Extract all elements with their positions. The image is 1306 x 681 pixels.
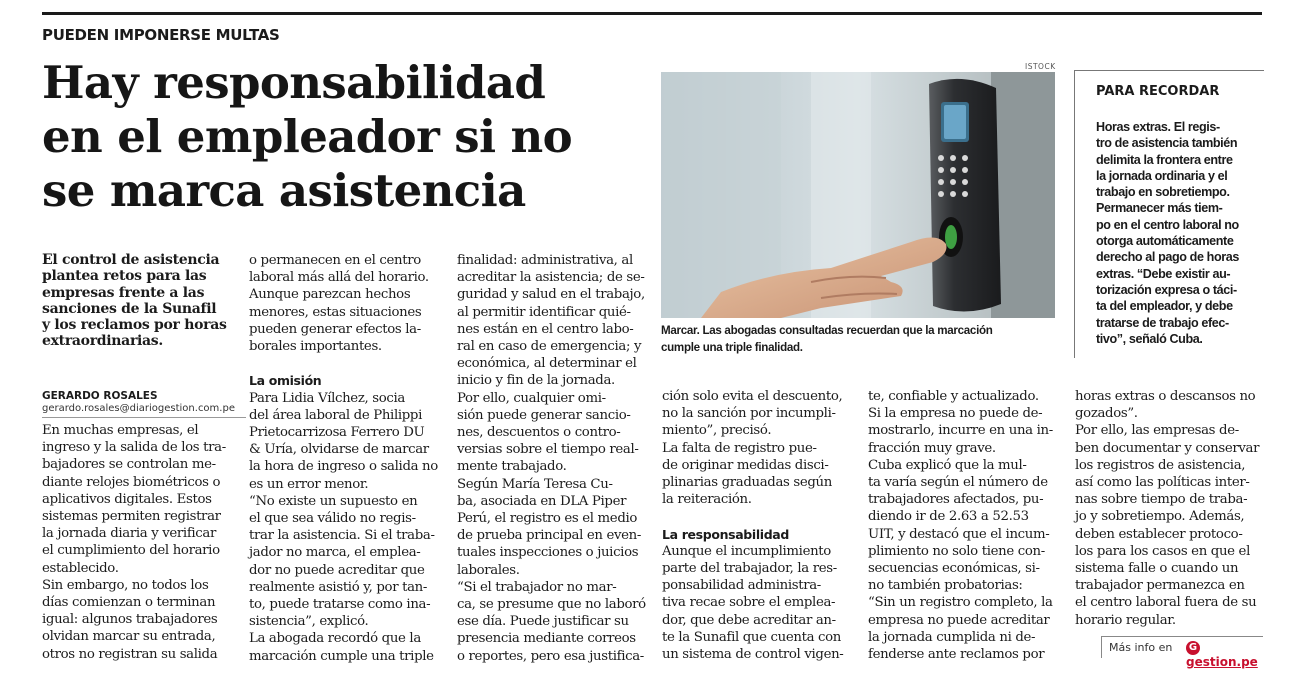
- text-line: Aunque el incumplimiento: [662, 543, 831, 559]
- text-line: Sin embargo, no todos los: [42, 577, 209, 593]
- text-line: miento”, precisó.: [662, 423, 772, 439]
- text-line: tro de asistencia también: [1096, 136, 1238, 151]
- text-line: la jornada diaria y verificar: [42, 526, 216, 542]
- text-line: Aunque parezcan hechos: [249, 287, 411, 303]
- text-line: tiva recae sobre el emplea-: [662, 595, 836, 611]
- text-line: La falta de registro pue-: [662, 440, 817, 456]
- text-line: igual: algunos trabajadores: [42, 612, 218, 628]
- photo-caption: [661, 322, 1061, 356]
- kicker: PUEDEN IMPONERSE MULTAS: [42, 26, 280, 44]
- photo-illustration: [661, 72, 1055, 318]
- text-line: empresas frente a las: [42, 284, 205, 301]
- text-line: presencia mediante correos: [457, 631, 636, 647]
- text-line: Por ello, las empresas de-: [1075, 423, 1239, 439]
- text-line: nes, descuentos o contro-: [457, 425, 621, 441]
- text-line: aplicativos digitales. Estos: [42, 491, 212, 507]
- text-line: ingreso y la salida de los tra-: [42, 440, 226, 456]
- text-line: La abogada recordó que la: [249, 631, 421, 647]
- sidebar-body: [1096, 119, 1256, 347]
- text-line: & Uría, olvidarse de marcar: [249, 442, 429, 458]
- caption-lead: Marcar.: [661, 324, 700, 337]
- text-line: mente trabajado.: [457, 459, 567, 475]
- text-line: Perú, el registro es el medio: [457, 511, 638, 527]
- text-line: ral en caso de emergencia; y: [457, 339, 642, 355]
- gestion-logo[interactable]: [1186, 639, 1263, 669]
- text-line: sistencia”, explicó.: [249, 614, 369, 630]
- text-line: la jornada cumplida ni de-: [868, 629, 1036, 645]
- section-subhead: La omisión: [249, 373, 322, 389]
- text-line: finalidad: administrativa, al: [457, 253, 633, 268]
- text-line: ben documentar y conservar: [1075, 440, 1260, 456]
- headline: [42, 56, 642, 218]
- text-line: [662, 508, 843, 525]
- text-line: tratarse de trabajo efec-: [1096, 315, 1229, 330]
- headline-line: en el empleador si no: [42, 110, 573, 163]
- text-line: empresa no puede acreditar: [868, 612, 1050, 628]
- text-line: plinarias graduadas según: [662, 475, 832, 491]
- text-line: to, puede tratarse como ina-: [249, 597, 431, 613]
- text-line: marcación cumple una triple: [249, 648, 434, 664]
- text-line: El control de asistencia: [42, 252, 220, 268]
- text-line: la reiteración.: [662, 492, 752, 508]
- headline-line: Hay responsabilidad: [42, 56, 546, 109]
- text-line: fenderse ante reclamos por: [868, 647, 1045, 663]
- text-line: los para los casos en que el: [1075, 543, 1250, 559]
- text-line: otros no registran su salida: [42, 646, 218, 662]
- text-line: trabajo en sobretiempo.: [1096, 185, 1230, 200]
- text-line: “Si el trabajador no mar-: [457, 579, 617, 595]
- text-line: trabajadores afectados, pu-: [868, 492, 1044, 508]
- text-line: diante relojes biométricos o: [42, 474, 221, 490]
- text-line: trabajador permanezca en: [1075, 578, 1245, 594]
- text-line: Prietocarrizosa Ferrero DU: [249, 425, 425, 441]
- text-line: te, confiable y actualizado.: [868, 389, 1039, 404]
- text-line: jador no marca, el emplea-: [249, 545, 421, 561]
- text-line: o reportes, pero esa justifica-: [457, 648, 644, 664]
- headline-line: se marca asistencia: [42, 164, 526, 217]
- text-line: sanciones de la Sunafil: [42, 300, 217, 317]
- text-line: ta del empleador, y debe: [1096, 299, 1233, 314]
- text-line: borales importantes.: [249, 339, 382, 355]
- text-line: un sistema de control vigen-: [662, 647, 844, 663]
- text-line: versias sobre el tiempo real-: [457, 442, 639, 458]
- text-line: y los reclamos por horas: [42, 317, 227, 334]
- text-line: bajadores se controlan me-: [42, 457, 216, 473]
- text-line: tuales inspecciones o juicios: [457, 545, 639, 561]
- text-line: laboral más allá del horario.: [249, 270, 429, 286]
- text-line: horario regular.: [1075, 612, 1176, 628]
- text-line: no la sanción por incumpli-: [662, 406, 836, 422]
- text-line: realmente asistió y, por tan-: [249, 579, 428, 595]
- section-subhead: La responsabilidad: [662, 526, 789, 542]
- text-line: ca, se presume que no laboró: [457, 597, 646, 613]
- text-line: En muchas empresas, el: [42, 423, 199, 438]
- article-column-5: [868, 388, 1053, 663]
- text-line: económica, al determinar el: [457, 356, 637, 372]
- text-line: inicio y fin de la jornada.: [457, 373, 615, 389]
- text-line: así como las políticas inter-: [1075, 475, 1250, 491]
- text-line: o permanecen en el centro: [249, 253, 421, 268]
- text-line: secuencias económicas, si-: [868, 561, 1040, 577]
- text-line: trar la asistencia. Si el traba-: [249, 528, 435, 544]
- text-line: sistema falle o cuando un: [1075, 561, 1239, 577]
- text-line: sistemas permiten registrar: [42, 509, 221, 525]
- text-line: ese día. Puede justificar su: [457, 614, 629, 630]
- text-line: dor, que debe acreditar an-: [662, 612, 836, 628]
- text-line: Según María Teresa Cu-: [457, 476, 613, 492]
- text-line: ponsabilidad administra-: [662, 578, 821, 594]
- article-column-2: [249, 252, 438, 665]
- text-line: “Sin un registro completo, la: [868, 595, 1053, 611]
- text-line: Para Lidia Vílchez, socia: [249, 390, 405, 406]
- text-line: sión puede generar sancio-: [457, 407, 631, 423]
- text-line: deben establecer protoco-: [1075, 526, 1243, 542]
- text-line: menores, estas situaciones: [249, 304, 422, 320]
- text-line: nas sobre tiempo de traba-: [1075, 492, 1248, 508]
- article-column-6: [1075, 388, 1259, 629]
- text-line: guridad y salud en el trabajo,: [457, 287, 645, 303]
- text-line: Si la empresa no puede de-: [868, 406, 1043, 422]
- text-line: Cuba explicó que la mul-: [868, 457, 1027, 473]
- author-name: GERARDO ROSALES: [42, 390, 158, 402]
- text-line: al permitir identificar quié-: [457, 304, 631, 320]
- caption-line: [661, 324, 993, 337]
- text-line: es un error menor.: [249, 476, 369, 492]
- text-line: ción solo evita el descuento,: [662, 389, 843, 404]
- text-line: del área laboral de Philippi: [249, 407, 422, 423]
- article-column-1: [42, 422, 226, 663]
- text-line: [249, 355, 438, 372]
- article-column-4: [662, 388, 843, 663]
- text-line: días comienzan o terminan: [42, 595, 216, 611]
- text-line: la jornada ordinaria y el: [1096, 168, 1228, 183]
- text-line: laborales.: [457, 562, 520, 578]
- more-info-label: Más info en: [1109, 641, 1173, 654]
- text-line: mostrarlo, incurre en una in-: [868, 423, 1053, 439]
- text-line: Por ello, cualquier omi-: [457, 390, 606, 406]
- text-line: delimita la frontera entre: [1096, 152, 1233, 167]
- author-email[interactable]: gerardo.rosales@diariogestion.com.pe: [42, 403, 235, 414]
- text-line: UIT, y destacó que el incum-: [868, 526, 1050, 542]
- text-line: derecho al pago de horas: [1096, 250, 1239, 265]
- text-line: no también probatorias:: [868, 578, 1023, 594]
- text-line: tivo”, señaló Cuba.: [1096, 331, 1203, 346]
- text-line: olvidan marcar su entrada,: [42, 629, 216, 645]
- article-column-3: [457, 252, 646, 665]
- text-line: dor no puede acreditar que: [249, 562, 425, 578]
- caption-text: Las abogadas consultadas recuerdan que la marcación: [702, 324, 993, 337]
- text-line: otorga automáticamente: [1096, 234, 1234, 249]
- gestion-site: gestion.pe: [1186, 655, 1258, 669]
- text-line: po en el centro laboral no: [1096, 217, 1239, 232]
- text-line: el centro laboral fuera de su: [1075, 595, 1257, 611]
- text-line: parte del trabajador, la res-: [662, 561, 837, 577]
- text-line: plimiento no solo tiene con-: [868, 543, 1045, 559]
- lead-paragraph: [42, 252, 242, 350]
- caption-line: cumple una triple finalidad.: [661, 341, 803, 354]
- text-line: fracción muy grave.: [868, 440, 996, 456]
- sidebar-box: [1074, 70, 1264, 358]
- gestion-g-icon: G: [1186, 641, 1200, 655]
- text-line: establecido.: [42, 560, 119, 576]
- text-line: pueden generar efectos la-: [249, 321, 421, 337]
- text-line: diendo ir de 2.63 a 52.53: [868, 509, 1029, 525]
- text-line: los registros de asistencia,: [1075, 457, 1246, 473]
- text-line: ta varía según el número de: [868, 475, 1048, 491]
- top-rule: [42, 12, 1262, 15]
- text-line: el cumplimiento del horario: [42, 543, 220, 559]
- text-line: horas extras o descansos no: [1075, 389, 1256, 404]
- text-line: de prueba principal en even-: [457, 528, 642, 544]
- text-line: ba, asociada en DLA Piper: [457, 493, 627, 509]
- author-divider: [42, 417, 246, 418]
- text-line: la hora de ingreso o salida no: [249, 459, 438, 475]
- text-line: te la Sunafil que cuenta con: [662, 629, 841, 645]
- text-line: plantea retos para las: [42, 268, 207, 285]
- photo-fingerprint-scanner: [661, 72, 1055, 318]
- text-line: nes están en el centro labo-: [457, 321, 634, 337]
- text-line: gozados”.: [1075, 406, 1138, 422]
- text-line: acreditar la asistencia; de se-: [457, 270, 645, 286]
- photo-credit: ISTOCK: [1025, 62, 1056, 71]
- text-line: extras. “Debe existir au-: [1096, 266, 1231, 281]
- text-line: “No existe un supuesto en: [249, 493, 418, 509]
- text-line: de originar medidas disci-: [662, 457, 829, 473]
- text-line: Horas extras. El regis-: [1096, 120, 1220, 134]
- text-line: torización expresa o táci-: [1096, 282, 1237, 297]
- text-line: el que sea válido no regis-: [249, 511, 416, 527]
- sidebar-title: PARA RECORDAR: [1096, 84, 1220, 99]
- text-line: extraordinarias.: [42, 333, 163, 350]
- more-info-box[interactable]: [1101, 636, 1263, 669]
- text-line: jo y sobretiempo. Además,: [1075, 509, 1245, 525]
- text-line: Permanecer más tiem-: [1096, 201, 1223, 216]
